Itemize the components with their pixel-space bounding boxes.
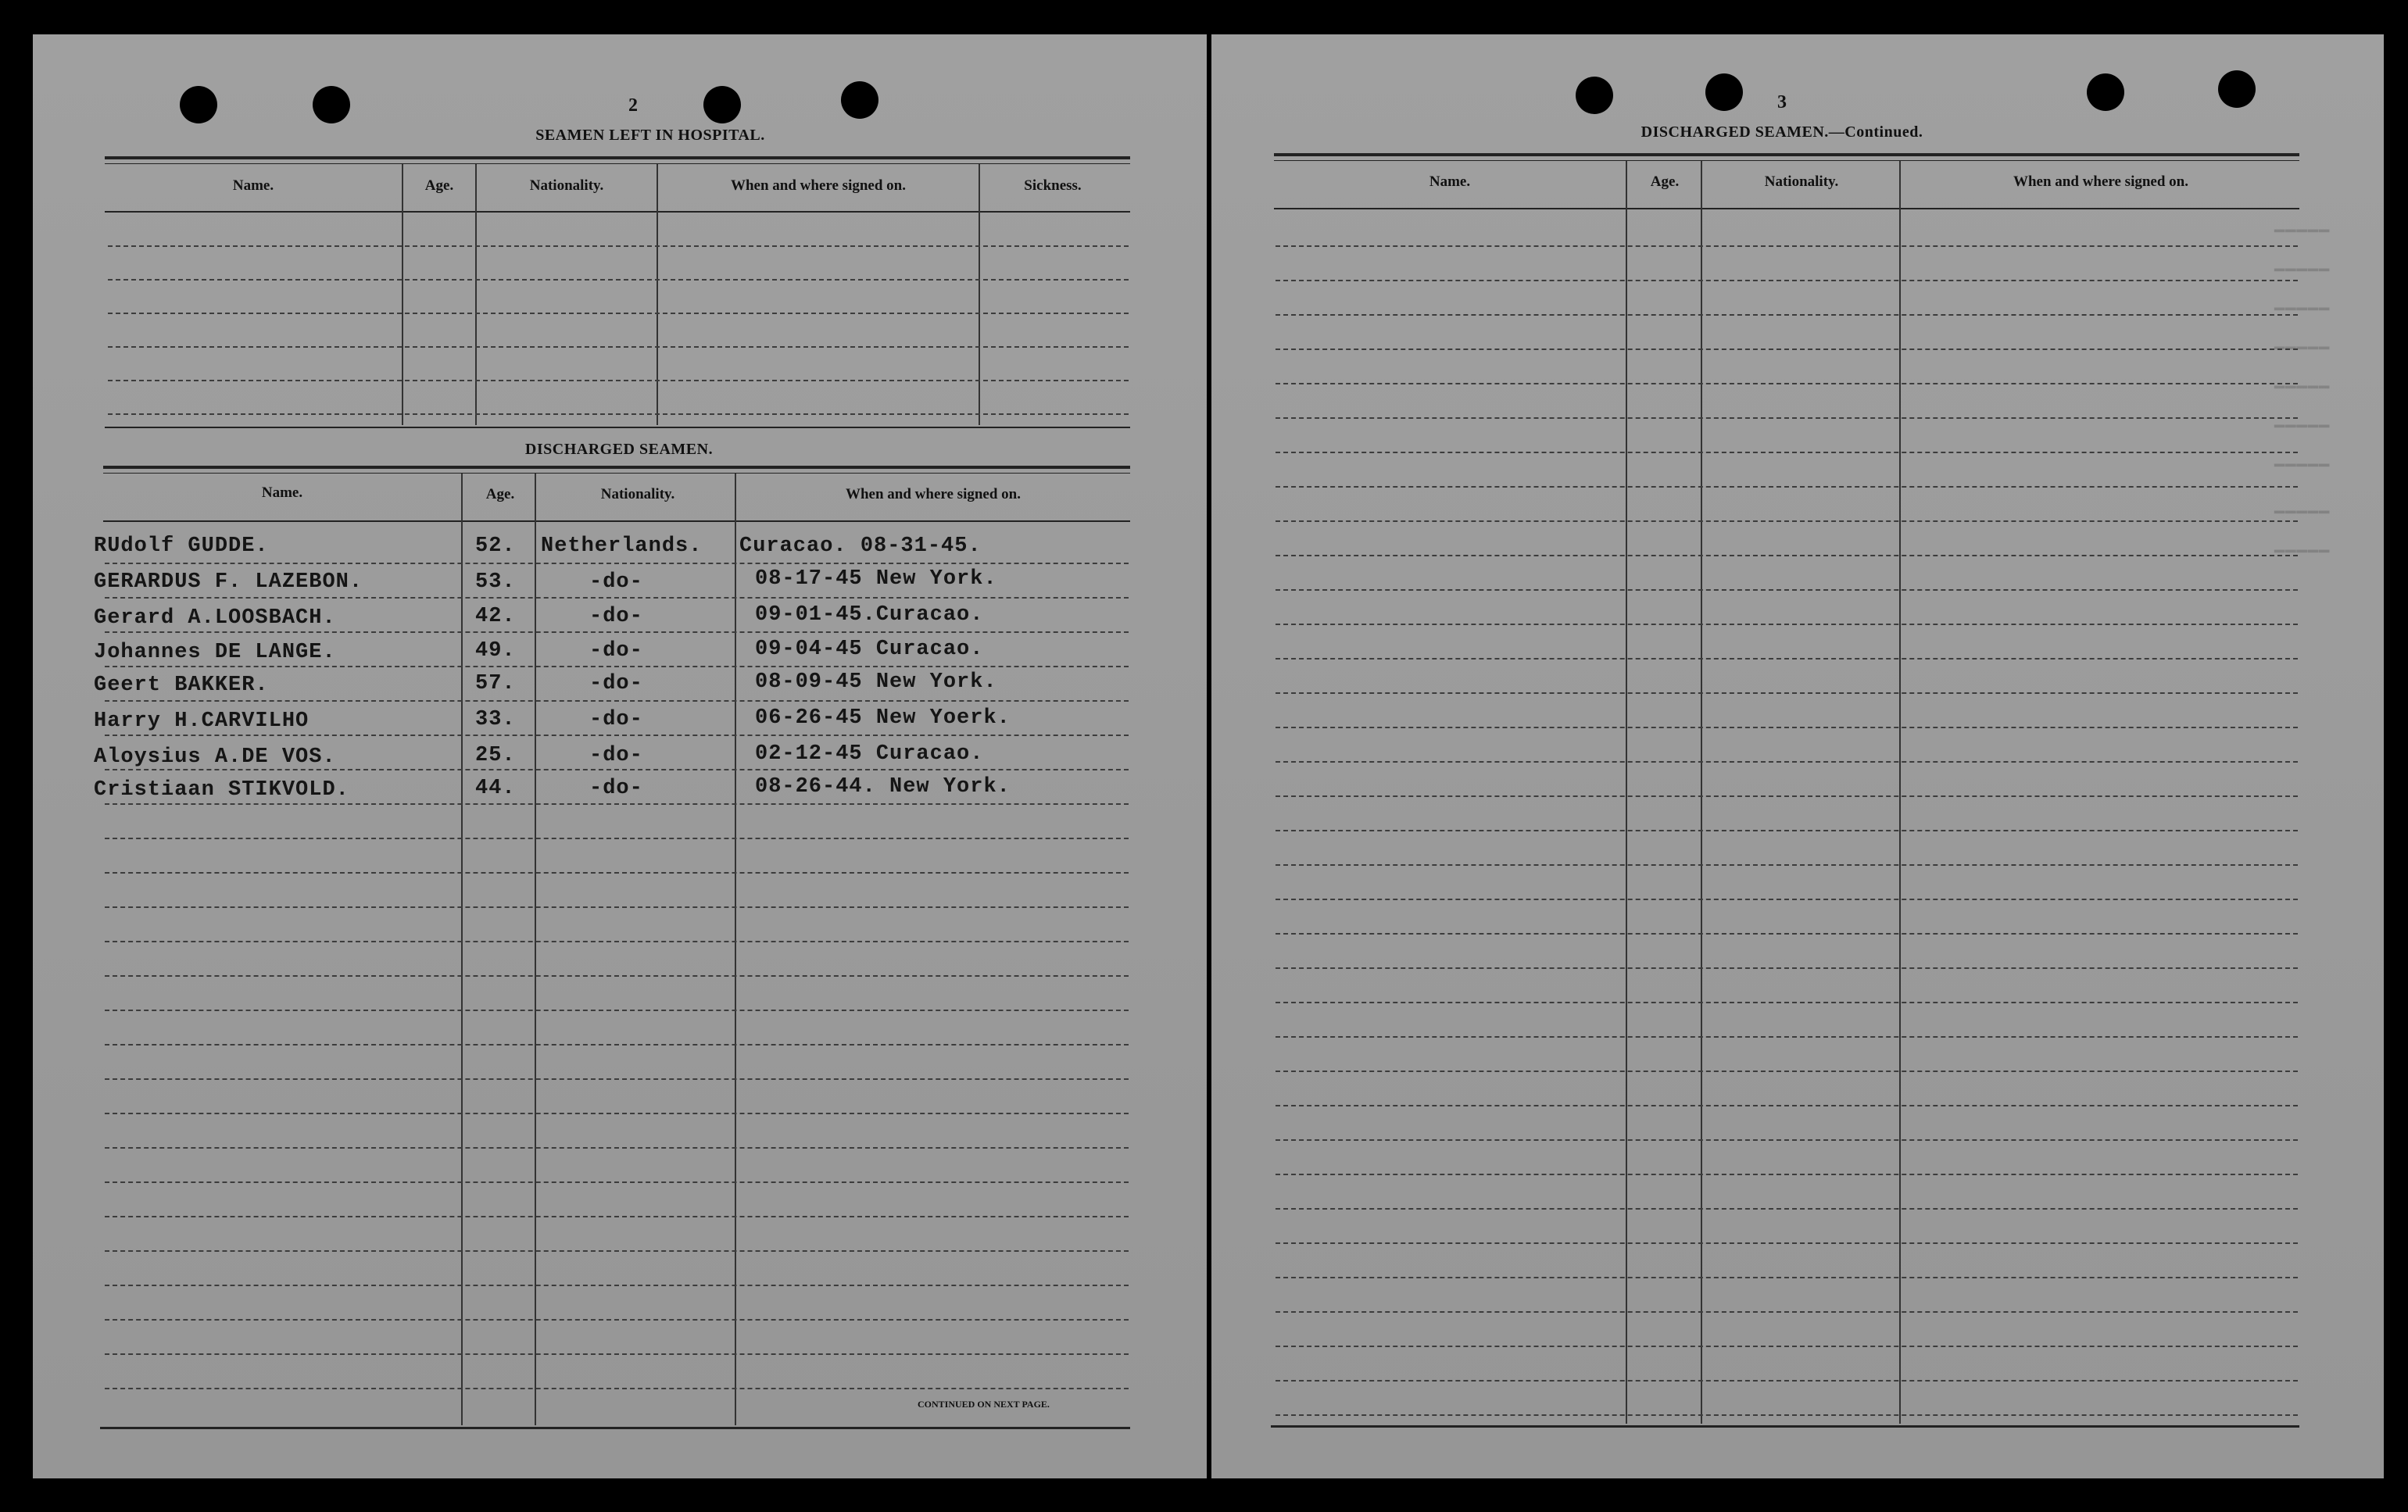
seaman-nationality: -do- bbox=[589, 708, 643, 731]
seaman-name: Johannes DE LANGE. bbox=[94, 641, 336, 664]
hospital-header-rule bbox=[105, 211, 1130, 213]
punch-hole-5 bbox=[1576, 77, 1613, 114]
ruled-line bbox=[1276, 1311, 2298, 1313]
bleed-through-marks: ━━━━━ bbox=[2274, 262, 2331, 281]
seaman-age: 33. bbox=[475, 708, 516, 731]
right-col-age: Age. bbox=[1650, 173, 1680, 190]
seaman-name: Geert BAKKER. bbox=[94, 674, 269, 697]
punch-hole-3 bbox=[703, 86, 741, 123]
seaman-signed-on: 06-26-45 New Yoerk. bbox=[755, 706, 1011, 730]
ruled-line bbox=[1276, 1380, 2298, 1382]
left-page bbox=[33, 34, 1207, 1478]
seaman-nationality: -do- bbox=[589, 639, 643, 663]
ruled-line bbox=[1276, 727, 2298, 728]
punch-hole-8 bbox=[2218, 70, 2256, 108]
continued-note: CONTINUED ON NEXT PAGE. bbox=[918, 1399, 1050, 1410]
discharged-top-rule-thin bbox=[103, 473, 1130, 474]
right-top-rule bbox=[1274, 153, 2299, 156]
hospital-divider bbox=[475, 164, 477, 425]
bleed-through-marks: ━━━━━ bbox=[2274, 379, 2331, 399]
hospital-col-sickness: Sickness. bbox=[1024, 177, 1082, 194]
ruled-line bbox=[1276, 967, 2298, 969]
ruled-line bbox=[1276, 1208, 2298, 1210]
ruled-line bbox=[105, 597, 1129, 599]
seaman-nationality: -do- bbox=[589, 672, 643, 695]
hospital-col-name: Name. bbox=[232, 177, 274, 194]
ruled-line bbox=[105, 941, 1129, 942]
ruled-line bbox=[1276, 830, 2298, 831]
ruled-line bbox=[105, 1078, 1129, 1080]
ruled-line bbox=[1276, 1277, 2298, 1278]
seaman-name: Cristiaan STIKVOLD. bbox=[94, 778, 349, 802]
ruled-line bbox=[1276, 899, 2298, 900]
seaman-age: 52. bbox=[475, 534, 516, 558]
ruled-line bbox=[1276, 349, 2298, 350]
ruled-line bbox=[105, 803, 1129, 805]
discharged-divider bbox=[461, 474, 463, 1425]
ruled-line bbox=[105, 700, 1129, 702]
ruled-line bbox=[105, 769, 1129, 770]
ruled-line bbox=[105, 666, 1129, 667]
ruled-line bbox=[105, 1010, 1129, 1011]
ruled-line bbox=[105, 872, 1129, 874]
seaman-nationality: -do- bbox=[589, 570, 643, 594]
ruled-line bbox=[1276, 1242, 2298, 1244]
ruled-line bbox=[105, 1113, 1129, 1114]
punch-hole-4 bbox=[841, 81, 878, 119]
discharged-divider bbox=[735, 474, 736, 1425]
ruled-line bbox=[1276, 1346, 2298, 1347]
right-bottom-rule bbox=[1271, 1425, 2299, 1428]
seaman-signed-on: 08-26-44. New York. bbox=[755, 775, 1011, 799]
page-number: 2 bbox=[628, 95, 638, 116]
hospital-divider bbox=[657, 164, 658, 425]
hospital-row-line bbox=[108, 279, 1129, 281]
seaman-age: 57. bbox=[475, 672, 516, 695]
hospital-col-age: Age. bbox=[424, 177, 454, 194]
ruled-line bbox=[1276, 280, 2298, 281]
seaman-age: 44. bbox=[475, 777, 516, 800]
seaman-signed-on: 02-12-45 Curacao. bbox=[755, 742, 984, 766]
ruled-line bbox=[1276, 1036, 2298, 1038]
ruled-line bbox=[1276, 417, 2298, 419]
discharged-top-rule bbox=[103, 466, 1130, 469]
seaman-age: 42. bbox=[475, 605, 516, 628]
seaman-signed-on: 09-04-45 Curacao. bbox=[755, 638, 984, 661]
seaman-name: Aloysius A.DE VOS. bbox=[94, 745, 336, 769]
discharged-col-name: Name. bbox=[261, 484, 303, 501]
seaman-name: GERARDUS F. LAZEBON. bbox=[94, 570, 363, 594]
discharged-col-age: Age. bbox=[485, 486, 515, 502]
discharged-header-rule bbox=[103, 520, 1130, 522]
ruled-line bbox=[1276, 245, 2298, 247]
discharged-col-signed-on: When and where signed on. bbox=[845, 486, 1021, 502]
hospital-divider bbox=[979, 164, 980, 425]
bleed-through-marks: ━━━━━ bbox=[2274, 457, 2331, 477]
ruled-line bbox=[1276, 1139, 2298, 1141]
hospital-row-line bbox=[108, 245, 1129, 247]
hospital-section-title: SEAMEN LEFT IN HOSPITAL. bbox=[535, 127, 765, 144]
ruled-line bbox=[105, 563, 1129, 564]
ruled-line bbox=[105, 1044, 1129, 1046]
discharged-col-nationality: Nationality. bbox=[600, 486, 675, 502]
punch-hole-7 bbox=[2087, 73, 2124, 111]
hospital-top-rule bbox=[105, 156, 1130, 159]
bleed-through-marks: ━━━━━ bbox=[2274, 340, 2331, 359]
ruled-line bbox=[105, 1181, 1129, 1183]
seaman-age: 25. bbox=[475, 744, 516, 767]
ruled-line bbox=[1276, 624, 2298, 625]
ruled-line bbox=[1276, 1105, 2298, 1106]
seaman-nationality: Netherlands. bbox=[541, 534, 703, 558]
ruled-line bbox=[1276, 658, 2298, 659]
seaman-signed-on: 08-09-45 New York. bbox=[755, 670, 997, 694]
seaman-name: RUdolf GUDDE. bbox=[94, 534, 269, 558]
seaman-nationality: -do- bbox=[589, 605, 643, 628]
seaman-signed-on: 08-17-45 New York. bbox=[755, 567, 997, 591]
ruled-line bbox=[1276, 761, 2298, 763]
ruled-line bbox=[105, 1250, 1129, 1252]
seaman-name: Gerard A.LOOSBACH. bbox=[94, 606, 336, 630]
ruled-line bbox=[105, 1216, 1129, 1217]
ruled-line bbox=[1276, 452, 2298, 453]
right-col-name: Name. bbox=[1429, 173, 1471, 190]
bleed-through-marks: ━━━━━ bbox=[2274, 543, 2331, 563]
ruled-line bbox=[1276, 933, 2298, 935]
ruled-line bbox=[105, 1147, 1129, 1149]
ruled-line bbox=[1276, 795, 2298, 797]
ruled-line bbox=[1276, 486, 2298, 488]
right-col-nationality: Nationality. bbox=[1764, 173, 1839, 190]
seaman-age: 53. bbox=[475, 570, 516, 594]
discharged-continued-title: DISCHARGED SEAMEN.—Continued. bbox=[1641, 123, 1923, 141]
seaman-nationality: -do- bbox=[589, 777, 643, 800]
right-divider bbox=[1899, 161, 1901, 1424]
ruled-line bbox=[105, 975, 1129, 977]
bleed-through-marks: ━━━━━ bbox=[2274, 223, 2331, 242]
bleed-through-marks: ━━━━━ bbox=[2274, 504, 2331, 524]
hospital-row-line bbox=[108, 413, 1129, 415]
seaman-name: Harry H.CARVILHO bbox=[94, 710, 309, 733]
ruled-line bbox=[105, 1285, 1129, 1286]
bleed-through-marks: ━━━━━ bbox=[2274, 418, 2331, 438]
discharged-divider bbox=[535, 474, 536, 1425]
ruled-line bbox=[1276, 314, 2298, 316]
hospital-col-nationality: Nationality. bbox=[529, 177, 604, 194]
ruled-line bbox=[105, 735, 1129, 736]
page-number: 3 bbox=[1777, 92, 1787, 113]
right-divider bbox=[1626, 161, 1627, 1424]
ruled-line bbox=[1276, 383, 2298, 384]
bleed-through-marks: ━━━━━ bbox=[2274, 301, 2331, 320]
punch-hole-6 bbox=[1705, 73, 1743, 111]
ruled-line bbox=[105, 906, 1129, 908]
hospital-divider bbox=[402, 164, 403, 425]
ruled-line bbox=[105, 838, 1129, 839]
right-header-rule bbox=[1274, 208, 2299, 209]
hospital-row-line bbox=[108, 313, 1129, 314]
ruled-line bbox=[1276, 1002, 2298, 1003]
ruled-line bbox=[1276, 864, 2298, 866]
discharged-section-title: DISCHARGED SEAMEN. bbox=[524, 441, 714, 458]
seaman-signed-on: 09-01-45.Curacao. bbox=[755, 603, 984, 627]
ruled-line bbox=[1276, 1414, 2298, 1416]
hospital-row-line bbox=[108, 380, 1129, 381]
ruled-line bbox=[1276, 692, 2298, 694]
ruled-line bbox=[105, 1353, 1129, 1355]
right-col-signed-on: When and where signed on. bbox=[2013, 173, 2188, 190]
ruled-line bbox=[105, 1319, 1129, 1321]
discharged-bottom-rule bbox=[100, 1427, 1130, 1429]
ruled-line bbox=[1276, 555, 2298, 556]
ruled-line bbox=[1276, 589, 2298, 591]
hospital-col-signed-on: When and where signed on. bbox=[730, 177, 906, 194]
punch-hole-1 bbox=[180, 86, 217, 123]
right-top-rule-thin bbox=[1274, 160, 2299, 161]
hospital-bottom-rule bbox=[105, 427, 1130, 428]
ruled-line bbox=[1276, 1174, 2298, 1175]
punch-hole-2 bbox=[313, 86, 350, 123]
right-divider bbox=[1701, 161, 1702, 1424]
hospital-top-rule-thin bbox=[105, 163, 1130, 164]
seaman-signed-on: Curacao. 08-31-45. bbox=[739, 534, 982, 558]
seaman-age: 49. bbox=[475, 639, 516, 663]
seaman-nationality: -do- bbox=[589, 744, 643, 767]
ruled-line bbox=[1276, 1071, 2298, 1072]
hospital-row-line bbox=[108, 346, 1129, 348]
ruled-line bbox=[105, 631, 1129, 633]
ruled-line bbox=[105, 1388, 1129, 1389]
right-page bbox=[1211, 34, 2384, 1478]
ruled-line bbox=[1276, 520, 2298, 522]
